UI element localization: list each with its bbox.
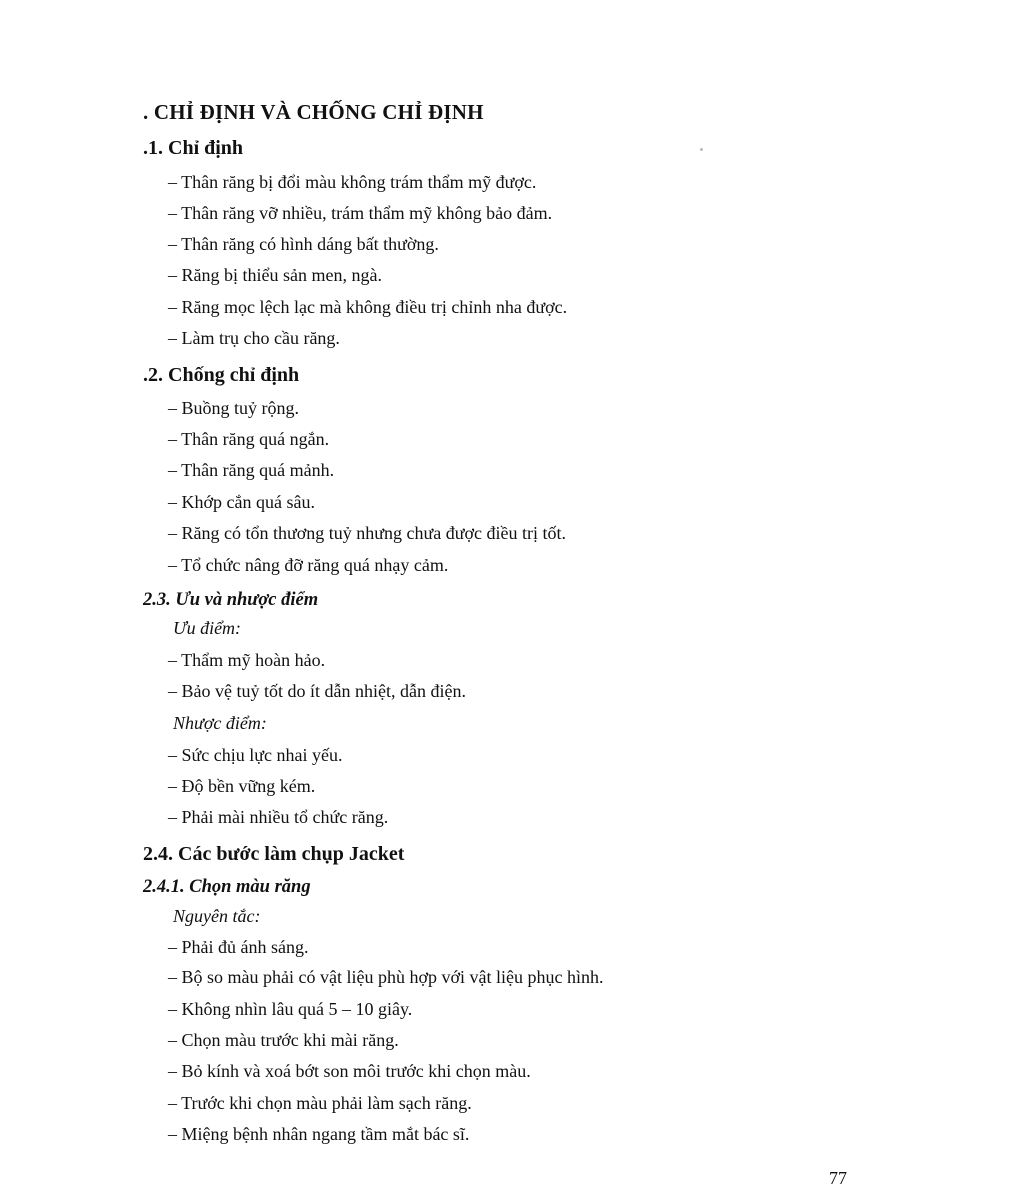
cons-label: Nhược điểm: bbox=[173, 713, 267, 733]
list-item: – Phải đủ ánh sáng. bbox=[168, 937, 309, 957]
list-item: – Thân răng quá ngắn. bbox=[168, 429, 330, 449]
list-item: – Khớp cắn quá sâu. bbox=[168, 492, 315, 512]
list-item: – Chọn màu trước khi mài răng. bbox=[168, 1030, 399, 1050]
section-heading-pros-cons: 2.3. Ưu và nhược điểm bbox=[143, 590, 319, 610]
list-item: – Trước khi chọn màu phải làm sạch răng. bbox=[168, 1093, 472, 1113]
section-heading-jacket-steps: 2.4. Các bước làm chụp Jacket bbox=[143, 843, 405, 865]
list-item: – Răng mọc lệch lạc mà không điều trị chỉnh nha được. bbox=[168, 297, 568, 317]
list-item: – Miệng bệnh nhân ngang tầm mắt bác sĩ. bbox=[168, 1124, 470, 1144]
list-item: – Thẩm mỹ hoàn hảo. bbox=[168, 650, 326, 670]
list-item: – Sức chịu lực nhai yếu. bbox=[168, 745, 343, 765]
list-item: – Độ bền vững kém. bbox=[168, 776, 316, 796]
section-heading-indications: .1. Chỉ định bbox=[143, 137, 244, 159]
subsection-heading-shade-selection: 2.4.1. Chọn màu răng bbox=[143, 877, 311, 897]
list-item: – Bộ so màu phải có vật liệu phù hợp với vật liệu phục hình. bbox=[168, 967, 604, 987]
list-item: – Thân răng bị đổi màu không trám thẩm mỹ được. bbox=[168, 172, 537, 192]
section-heading-contraindications: .2. Chống chỉ định bbox=[143, 364, 300, 386]
list-item: – Thân răng vỡ nhiều, trám thẩm mỹ không bảo đảm. bbox=[168, 203, 553, 223]
pros-label: Ưu điểm: bbox=[173, 618, 242, 638]
list-item: – Răng có tổn thương tuỷ nhưng chưa được điều trị tốt. bbox=[168, 523, 567, 543]
list-item: – Buồng tuỷ rộng. bbox=[168, 398, 300, 418]
list-item: – Phải mài nhiều tổ chức răng. bbox=[168, 807, 389, 827]
page-number: 77 bbox=[829, 1168, 847, 1188]
list-item: – Không nhìn lâu quá 5 – 10 giây. bbox=[168, 999, 413, 1019]
list-item: – Thân răng quá mảnh. bbox=[168, 460, 335, 480]
main-heading: . CHỈ ĐỊNH VÀ CHỐNG CHỈ ĐỊNH bbox=[143, 100, 484, 124]
list-item: – Răng bị thiểu sản men, ngà. bbox=[168, 265, 382, 285]
principle-label: Nguyên tắc: bbox=[173, 906, 261, 926]
scan-speck bbox=[700, 148, 703, 151]
list-item: – Thân răng có hình dáng bất thường. bbox=[168, 234, 439, 254]
list-item: – Tổ chức nâng đỡ răng quá nhạy cảm. bbox=[168, 555, 449, 575]
list-item: – Bảo vệ tuỷ tốt do ít dẫn nhiệt, dẫn điện. bbox=[168, 681, 466, 701]
list-item: – Bỏ kính và xoá bớt son môi trước khi chọn màu. bbox=[168, 1061, 531, 1081]
list-item: – Làm trụ cho cầu răng. bbox=[168, 328, 340, 348]
